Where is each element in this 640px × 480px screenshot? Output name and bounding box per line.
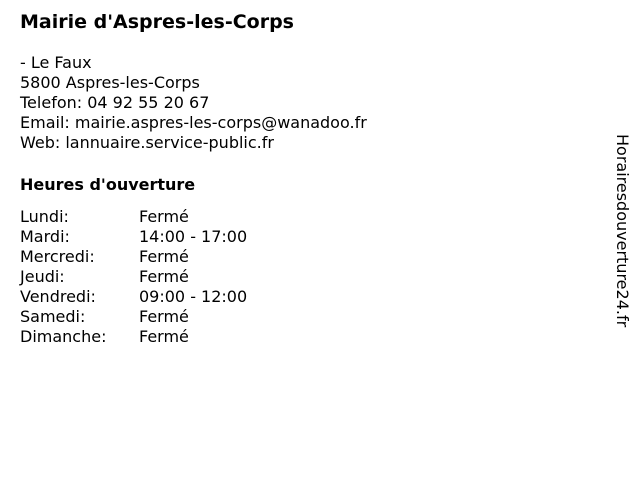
- day-label: Samedi:: [20, 307, 86, 326]
- day-label: Mercredi:: [20, 247, 95, 266]
- office-card: [20, 10, 600, 347]
- day-label: Lundi:: [20, 207, 69, 226]
- hours-table: [20, 207, 600, 347]
- day-label: Vendredi:: [20, 287, 96, 306]
- phone-line: Telefon: 04 92 55 20 67: [20, 93, 210, 112]
- site-brand-vertical: [609, 134, 633, 374]
- web-line: Web: lannuaire.service-public.fr: [20, 133, 274, 152]
- hours-row-tuesday: [20, 227, 600, 247]
- day-hours: Fermé: [139, 327, 189, 346]
- address-line-city: 5800 Aspres-les-Corps: [20, 73, 200, 92]
- day-hours: Fermé: [139, 307, 189, 326]
- day-hours: 09:00 - 12:00: [139, 287, 248, 306]
- hours-row-thursday: [20, 267, 600, 287]
- hours-row-friday: [20, 287, 600, 307]
- site-brand-text: Horairesdouverture24.fr: [613, 134, 632, 328]
- address-line-street: - Le Faux: [20, 53, 92, 72]
- contact-block: [20, 53, 600, 153]
- day-hours: Fermé: [139, 247, 189, 266]
- hours-row-saturday: [20, 307, 600, 327]
- day-label: Dimanche:: [20, 327, 107, 346]
- hours-row-sunday: [20, 327, 600, 347]
- hours-row-wednesday: [20, 247, 600, 267]
- day-label: Jeudi:: [20, 267, 65, 286]
- hours-row-monday: [20, 207, 600, 227]
- day-hours: Fermé: [139, 207, 189, 226]
- office-title: Mairie d'Aspres-les-Corps: [20, 11, 294, 33]
- day-hours: Fermé: [139, 267, 189, 286]
- day-hours: 14:00 - 17:00: [139, 227, 248, 246]
- hours-heading: Heures d'ouverture: [20, 175, 196, 194]
- email-line: Email: mairie.aspres-les-corps@wanadoo.fr: [20, 113, 367, 132]
- day-label: Mardi:: [20, 227, 70, 246]
